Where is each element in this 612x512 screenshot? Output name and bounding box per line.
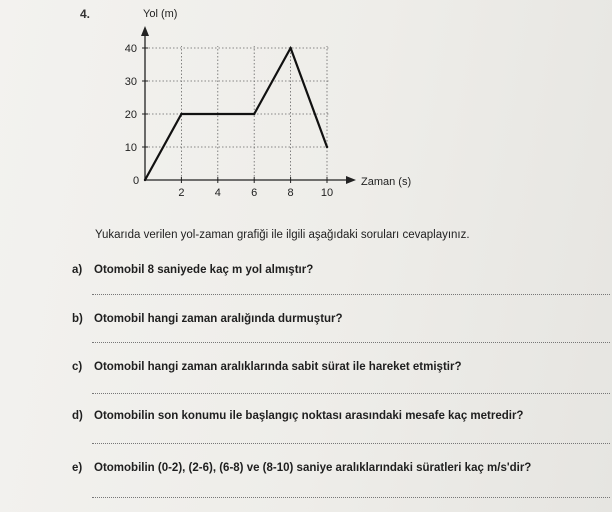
question-b — [72, 313, 343, 325]
chart-ticks — [125, 43, 333, 199]
question-b-letter: b) — [72, 313, 83, 325]
answer-line-e[interactable] — [92, 497, 610, 498]
instructions-text: Yukarıda verilen yol-zaman grafiği ile ilgili aşağıdaki soruları cevaplayınız. — [95, 229, 470, 241]
x-axis-label: Zaman (s) — [361, 176, 412, 188]
question-a-text: Otomobil 8 saniyede kaç m yol almıştır? — [94, 264, 314, 276]
question-c-text: Otomobil hangi zaman aralıklarında sabit sürat ile hareket etmiştir? — [94, 361, 462, 373]
y-axis-label: Yol (m) — [143, 8, 178, 20]
y-tick-label-10: 10 — [124, 142, 137, 154]
data-point-10 — [326, 146, 328, 148]
answer-line-b[interactable] — [92, 342, 610, 343]
answer-line-c[interactable] — [92, 393, 610, 394]
y-tick-label-20: 20 — [124, 109, 137, 121]
question-b-text: Otomobil hangi zaman aralığında durmuştur? — [94, 313, 343, 325]
answer-line-d[interactable] — [92, 443, 610, 444]
question-number: 4. — [80, 7, 91, 21]
x-tick-label-4: 4 — [214, 187, 221, 199]
data-point-6 — [253, 113, 255, 115]
question-e-text: Otomobilin (0-2), (2-6), (6-8) ve (8-10) saniye aralıklarındaki süratleri kaç m/s'dir? — [94, 462, 532, 474]
question-d — [72, 410, 523, 422]
question-d-letter: d) — [72, 410, 83, 422]
chart-series — [144, 47, 328, 181]
question-d-text: Otomobilin son konumu ile başlangıç noktası arasındaki mesafe kaç metredir? — [94, 410, 524, 422]
question-c — [72, 361, 461, 373]
x-tick-label-6: 6 — [251, 187, 258, 199]
chart-axes — [141, 26, 356, 184]
data-point-0 — [144, 179, 146, 181]
data-point-2 — [180, 113, 182, 115]
y-tick-label-40: 40 — [124, 43, 137, 55]
y-tick-label-30: 30 — [124, 76, 137, 88]
question-e — [72, 462, 531, 474]
question-c-letter: c) — [72, 361, 83, 373]
distance-time-chart — [0, 0, 612, 225]
x-tick-label-10: 10 — [320, 187, 334, 199]
x-axis-arrow — [346, 176, 356, 184]
answer-line-a[interactable] — [92, 294, 610, 295]
question-a — [72, 264, 313, 276]
y-axis-arrow — [141, 26, 149, 36]
question-e-letter: e) — [72, 462, 83, 474]
x-tick-label-8: 8 — [287, 187, 294, 199]
question-a-letter: a) — [72, 264, 83, 276]
x-tick-label-2: 2 — [178, 187, 185, 199]
origin-label: 0 — [133, 175, 140, 187]
data-point-8 — [289, 47, 291, 49]
